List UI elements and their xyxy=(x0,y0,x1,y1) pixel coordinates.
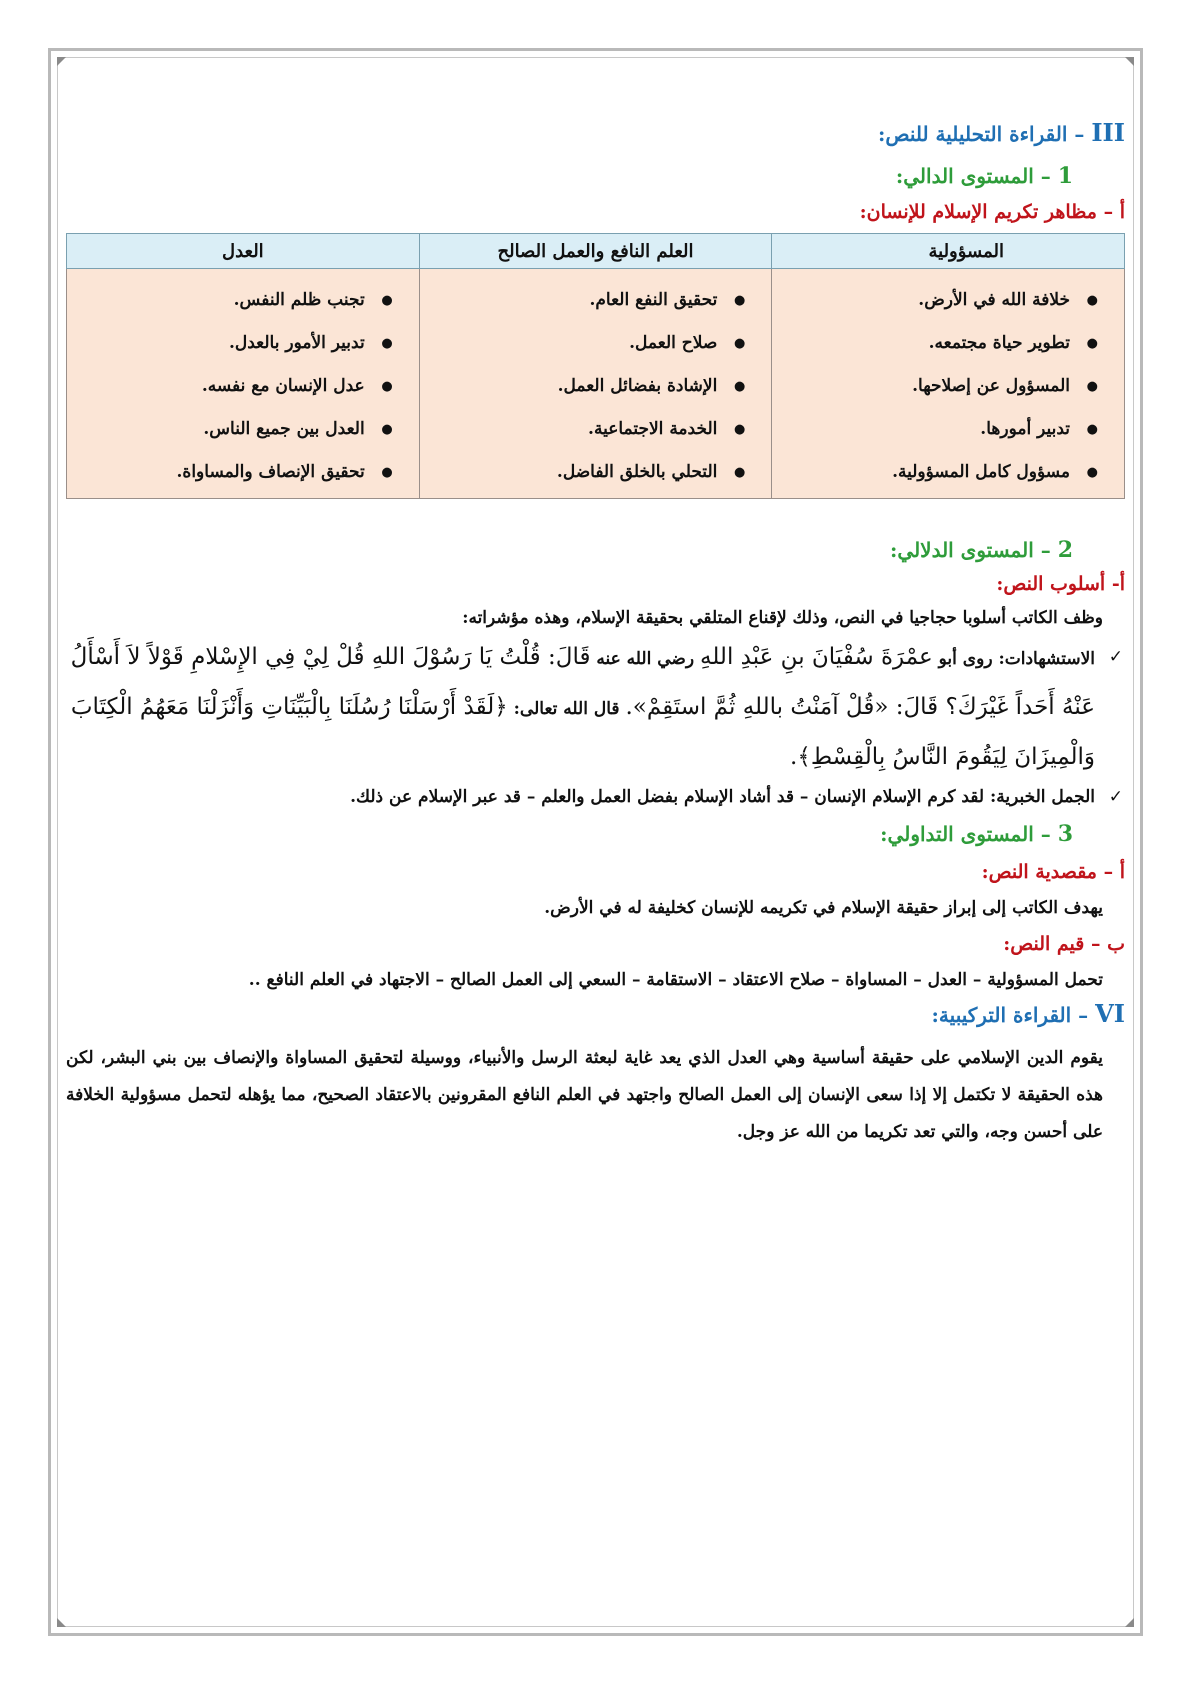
list-item: ● تدبير الأمور بالعدل. xyxy=(77,322,405,365)
purpose-text: يهدف الكاتب إلى إبراز حقيقة الإسلام في تكريمه للإنسان كخليفة له في الأرض. xyxy=(544,898,1103,918)
list-item: ● تحقيق النفع العام. xyxy=(430,279,758,322)
list-item: ● تحقيق الإنصاف والمساواة. xyxy=(77,451,405,494)
table-header: المسؤولية xyxy=(772,234,1125,269)
list-item: ● خلافة الله في الأرض. xyxy=(782,279,1110,322)
table-header-row xyxy=(67,234,1125,269)
declarative-label: الجمل الخبرية: xyxy=(989,787,1095,807)
heading-analytical-reading: III – القراءة التحليلية للنص: xyxy=(877,118,1125,147)
heading-level-1: 1 – المستوى الدالي: xyxy=(895,163,1073,189)
list-item: ● تجنب ظلم النفس. xyxy=(77,279,405,322)
list-item: ● المسؤول عن إصلاحها. xyxy=(782,365,1110,408)
list-item: ● التحلي بالخلق الفاضل. xyxy=(430,451,758,494)
heading-level-3: 3 – المستوى التداولي: xyxy=(880,821,1073,847)
evidence-label: الاستشهادات: xyxy=(998,649,1095,669)
table-cell xyxy=(67,269,420,499)
corner-ornament xyxy=(1125,57,1134,66)
aspects-table xyxy=(66,233,1125,499)
quran-verse: ﴿لَقَدْ أَرْسَلْنَا رُسُلَنَا بِالْبَيِّنَاتِ وَأَنْزَلْنَا مَعَهُمُ الْكِتَابَ وَالْمِيزَانَ لِيَقُومَ النَّاسُ بِالْقِسْطِ﴾. xyxy=(70,694,1095,770)
hadith-quote: عمْرَةَ سُفْيَانَ بنِ عَبْدِ اللهِ xyxy=(699,644,933,670)
evidence-item: ✓ الاستشهادات: روى أبو عمْرَةَ سُفْيَانَ بنِ عَبْدِ اللهِ رضي الله عنه قَالَ: قُلْتُ يَا رَسُوْلَ اللهِ قُلْ لِيْ فِي الإِسْلامِ قَوْلاً لاَ أَسْأَلُ عَنْهُ أَحَداً غَيْرَكَ؟ قَالَ: «قُلْ آمَنْتُ باللهِ ثُمَّ استَقِمْ». قال الله تعالى: ﴿لَقَدْ أَرْسَلْنَا رُسُلَنَا بِالْبَيِّنَاتِ وَأَنْزَلْنَا مَعَهُمُ الْكِتَابَ وَالْمِيزَانَ لِيَقُومَ النَّاسُ بِالْقِسْطِ﴾. xyxy=(66,633,1125,783)
table-header: العلم النافع والعمل الصالح xyxy=(419,234,772,269)
list-item: ● الخدمة الاجتماعية. xyxy=(430,408,758,451)
list-item: ● عدل الإنسان مع نفسه. xyxy=(77,365,405,408)
synthesis-text: يقوم الدين الإسلامي على حقيقة أساسية وهي العدل الذي يعد غاية لبعثة الرسل والأنبياء، ووسيلة لتحقيق المساواة والإنصاف بين بني البشر، لكن هذه الحقيقة لا تكتمل إلا إذا سعى الإنسان إلى العمل الصالح واجتهد في العلم النافع المقرونين بالاعتقاد الصحيح، مما يؤهله لتحمل مسؤولية الخلافة على أحسن وجه، والتي تعد تكريما من الله عز وجل. xyxy=(66,1048,1103,1142)
table-cell xyxy=(772,269,1125,499)
heading-style: أ- أسلوب النص: xyxy=(996,573,1125,595)
document-content xyxy=(66,118,1125,1151)
heading-values: ب – قيم النص: xyxy=(1003,933,1125,955)
style-intro: وظف الكاتب أسلوبا حجاجيا في النص، وذلك لإقناع المتلقي بحقيقة الإسلام، وهذه مؤشراته: xyxy=(462,608,1103,628)
heading-synthesis: VI – القراءة التركيبية: xyxy=(931,999,1125,1028)
heading-aspects: أ – مظاهر تكريم الإسلام للإنسان: xyxy=(859,201,1125,223)
list-item: ● تطوير حياة مجتمعه. xyxy=(782,322,1110,365)
check-icon: ✓ xyxy=(1108,647,1123,667)
declarative-sentences-item: ✓ الجمل الخبرية: لقد كرم الإسلام الإنسان – قد أشاد الإسلام بفضل العمل والعلم – قد عبر الإسلام عن ذلك. xyxy=(66,783,1125,811)
values-text: تحمل المسؤولية – العدل – المساواة – صلاح الاعتقاد – الاستقامة – السعي إلى العمل الصالح – الاجتهاد في العلم النافع .. xyxy=(248,970,1103,990)
list-item: ● مسؤول كامل المسؤولية. xyxy=(782,451,1110,494)
table-cell xyxy=(419,269,772,499)
heading-purpose: أ – مقصدية النص: xyxy=(981,861,1125,883)
corner-ornament xyxy=(57,1618,66,1627)
list-item: ● تدبير أمورها. xyxy=(782,408,1110,451)
hadith-quote: قَالَ: قُلْتُ يَا رَسُوْلَ اللهِ قُلْ لِيْ فِي الإِسْلامِ قَوْلاً لاَ أَسْأَلُ عَنْهُ أَحَداً غَيْرَكَ؟ قَالَ: «قُلْ آمَنْتُ باللهِ ثُمَّ استَقِمْ». xyxy=(70,644,1095,720)
heading-level-2: 2 – المستوى الدلالي: xyxy=(890,537,1073,563)
list-item: ● العدل بين جميع الناس. xyxy=(77,408,405,451)
table-row xyxy=(67,269,1125,499)
list-item: ● الإشادة بفضائل العمل. xyxy=(430,365,758,408)
check-icon: ✓ xyxy=(1108,787,1123,807)
table-header: العدل xyxy=(67,234,420,269)
corner-ornament xyxy=(1125,1618,1134,1627)
corner-ornament xyxy=(57,57,66,66)
list-item: ● صلاح العمل. xyxy=(430,322,758,365)
